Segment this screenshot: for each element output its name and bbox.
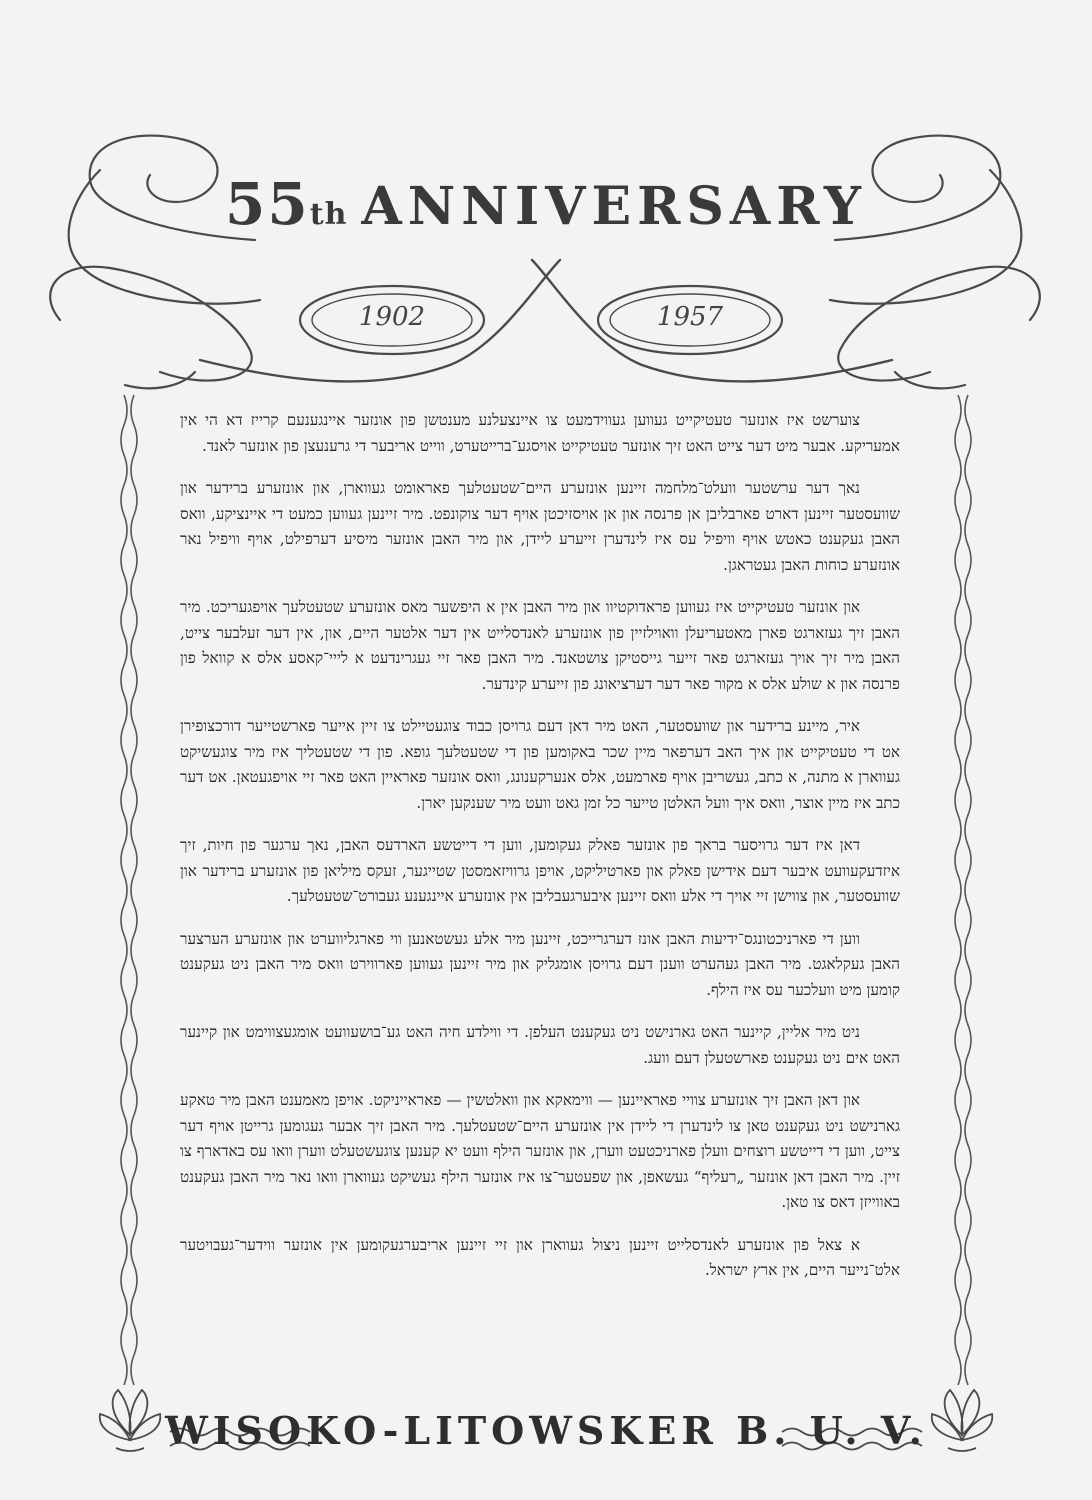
year-start: 1902 <box>358 302 426 332</box>
paragraph: און אונזער טעטיקייט איז געווען פראדוקטיוו און מיר האבן אין א היפשער מאס אונזערע שטעטלעך אויפגעריכט. מיר האבן זיך געזארגט פארן מאטעריעלן וואוילזיין פון אונזערע לאנדסלייט אין דער אלטער היים, און, אין דער זעלבער צייט, האבן מיר זיך אויך געזארגט פאר זייער גייסטיקן צושטאנד. מיר האבן פאר זיי געגרינדעט א לייי־קאסע אלס א קוואל פון פרנסה און א שולע אלס א מקור פאר דער דערציאונג פון זייערע קינדער. <box>180 598 900 693</box>
paragraph: ניט מיר אליין, קיינער האט גארנישט ניט געקענט העלפן. די ווילדע חיה האט גע־בושעוועט אומגעצווימט און קיינער האט אים ניט געקענט פארשטעלן דעם וועג. <box>180 1023 900 1067</box>
left-rope-border <box>121 395 127 1385</box>
paragraph: ווען די פארניכטונגס־ידיעות האבן אונז דערגרייכט, זיינען מיר אלע געשטאנען ווי פארגליווערט און אונזערע הערצער האבן געקלאגט. מיר האבן געהערט ווענן דעם גרויסן אומגליק און מיר זיינען געווען פארווירט וואס מיר האבן ניט געקענט קומען מיט וועלכער עס איז הילף. <box>180 929 900 999</box>
paragraph: דאן איז דער גרויסער בראך פון אונזער פאלק געקומען, ווען די דייטשע הארדעס האבן, נאך ערגער פון חיות, זיך איזדעקעוועט איבער דעם אידישן פאלק און פארטיליקט, אויפן גרוויזאמסטן שטייגער, זעקס מיליאן פון אונזערע ברידער און שוועסטער, און צווישן זיי אויך די אלע וואס זיינען איבערגעבליבן אין אונזערע איינגענע געבורט־שטעטלעך. <box>180 836 900 905</box>
paragraph: צוערשט איז אונזער טעטיקייט געווען געווידמעט צו איינצעלנע מענטשן פון אונזער איינגענעם קרייז דא הי אין אמעריקע. אבער מיט דער צייט האט זיך אונזער טעטיקייט אויסגע־ברייטערט, ווייט אריבער די גרענעצן פון אונזער לאנד. <box>180 411 900 455</box>
anniversary-number: 55 <box>225 170 310 238</box>
yiddish-body-text <box>180 408 900 1301</box>
organization-name: WISOKO-LITOWSKER B. U. V. <box>165 1408 927 1453</box>
anniversary-title <box>0 170 1092 238</box>
year-end: 1957 <box>656 302 724 332</box>
anniversary-word: ANNIVERSARY <box>361 176 867 237</box>
right-rope-border <box>955 395 961 1385</box>
paragraph: איר, מיינע ברידער און שוועסטער, האט מיר דאן דעם גרויסן כבוד צוגעטיילט צו זיין אייער פארשטייער דורכצופירן אט די טעטיקייט און איך האב דערפאר מיין שכר באקומען פון די שטעטלעך גופא. פון די שטעטליך איז מיר צוגעשיקט געווארן א מתנה, א כתב, געשריבן אויף פארמעט, אלס אנערקענונג, וואס אונזער פאראיין האט פאר זיי אויפגעטאן. אט דער כתב איז מיין אוצר, וואס איך וועל האלטן טייער כל זמן גאט וועט מיר שענקען יארן. <box>180 717 900 812</box>
paragraph: און דאן האבן זיך אונזערע צוויי פאראיינען — ווימאקא און וואלטשין — פאראייניקט. אויפן מאמענט האבן מיר טאקע גארנישט ניט געקענט טאן צו לינדערן די ליידן אין אונזערע היים־שטעטלעך. מיר האבן זיך אבער געגומען גרייטן אויף דער צייט, ווען די דייטשע רוצחים וועלן פארניכטעט ווערן, און אונזער הילף וועט יא קענען צוגעשטעלט ווערן וואו עס באדארף צו זיין. מיר האבן דאן אונזער „רעליף“ געשאפן, און שפעטער־צו איז אונזער הילף געשיקט געווארן וואו נאר מיר האבן געקענט באווייזן דאס צו טאן. <box>180 1091 900 1211</box>
ordinal-suffix: th <box>309 197 348 232</box>
paragraph: נאך דער ערשטער וועלט־מלחמה זיינען אונזערע היים־שטעטלעך פאראומט געווארן, און אונזערע ברידער און שוועסטער זיינען דארט פארבליבן אן פרנסה און אן אויסזיכטן אויף דער צוקונפט. מיר זיינען געווען כמעט די איינציקע, וואס האבן געקענט כאטש אויף וויפיל עס איז לינדערן זייערע ליידן, און מיר האבן אונזער מיסיע דערפילט, אויף וויפיל נאר אונזערע כוחות האבן געטראגן. <box>180 479 900 574</box>
paragraph: א צאל פון אונזערע לאנדסלייט זיינען ניצול געווארן און זיי זיינען אריבערגעקומען אין אונזער ווידער־געבויטער אלט־נייער היים, אין ארץ ישראל. <box>180 1235 900 1279</box>
